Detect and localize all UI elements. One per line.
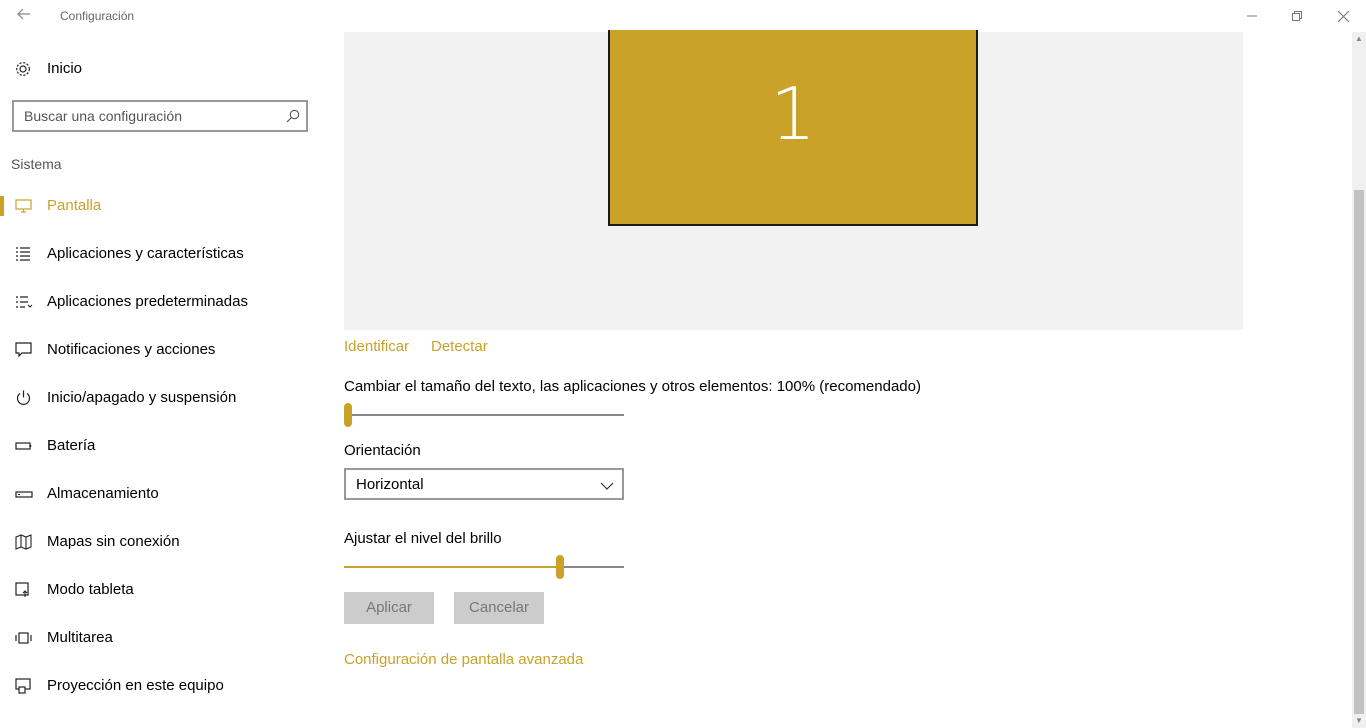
close-button[interactable] [1320,0,1366,32]
brightness-slider[interactable] [344,555,624,579]
brightness-label: Ajustar el nivel del brillo [344,530,502,547]
scroll-down-icon[interactable]: ▼ [1355,716,1363,725]
gear-icon [14,60,32,83]
section-label: Sistema [11,156,62,172]
projection-icon [15,678,33,694]
sidebar [0,32,330,728]
sidebar-item-bateria[interactable] [0,428,320,464]
identify-link[interactable]: Identificar [344,338,410,355]
title-bar [0,0,1366,32]
home-label: Inicio [47,60,83,77]
sidebar-item-label: Mapas sin conexión [47,533,180,550]
map-icon [15,534,33,550]
sidebar-item-label: Almacenamiento [47,485,159,502]
monitor-number: 1 [770,72,816,156]
storage-icon [15,486,33,502]
sidebar-item-label: Aplicaciones predeterminadas [47,293,248,310]
minimize-button[interactable] [1229,0,1275,32]
slider-track [344,414,624,416]
cancel-button[interactable]: Cancelar [454,592,544,624]
orientation-dropdown[interactable] [344,468,624,500]
scrollbar-thumb[interactable] [1354,190,1364,714]
detect-link[interactable]: Detectar [431,338,488,355]
orientation-label: Orientación [344,442,421,459]
sidebar-item-aplicaciones-predeterminadas[interactable] [0,284,320,320]
sidebar-item-label: Pantalla [47,197,102,214]
chevron-down-icon [600,478,614,496]
close-icon [1338,11,1349,22]
slider-thumb[interactable] [556,555,564,579]
scrollbar[interactable] [1352,32,1366,728]
sidebar-item-proyeccion[interactable] [0,668,320,704]
default-apps-icon [15,294,33,310]
monitor-1[interactable] [608,30,978,226]
notification-icon [15,342,33,358]
monitor-icon [15,198,33,214]
sidebar-item-label: Modo tableta [47,581,134,598]
scale-slider[interactable] [344,403,624,427]
slider-fill [344,566,560,568]
sidebar-item-label: Batería [47,437,96,454]
display-preview [344,32,1243,330]
scroll-up-icon[interactable]: ▲ [1355,34,1363,43]
sidebar-item-label: Notificaciones y acciones [47,341,216,358]
battery-icon [15,438,33,454]
home-nav-item[interactable] [0,54,320,82]
sidebar-item-label: Aplicaciones y características [47,245,244,262]
sidebar-item-mapas[interactable] [0,524,320,560]
sidebar-item-multitarea[interactable] [0,620,320,656]
sidebar-item-aplicaciones[interactable] [0,236,320,272]
window-title: Configuración [60,9,135,23]
sidebar-item-label: Multitarea [47,629,113,646]
sidebar-item-modo-tableta[interactable] [0,572,320,608]
multitask-icon [15,630,33,646]
advanced-display-settings-link[interactable]: Configuración de pantalla avanzada [344,651,584,668]
apply-button[interactable]: Aplicar [344,592,434,624]
restore-icon [1292,11,1302,21]
sidebar-item-pantalla[interactable] [0,188,320,224]
sidebar-item-almacenamiento[interactable] [0,476,320,512]
sidebar-item-inicio-apagado[interactable] [0,380,320,416]
active-indicator [0,196,4,216]
sidebar-item-notificaciones[interactable] [0,332,320,368]
restore-button[interactable] [1274,0,1320,32]
minimize-icon [1247,11,1257,21]
orientation-value: Horizontal [356,476,424,493]
slider-thumb[interactable] [344,403,352,427]
sidebar-item-label: Proyección en este equipo [47,677,224,694]
power-icon [15,390,33,406]
search-input[interactable] [12,100,308,132]
sidebar-item-label: Inicio/apagado y suspensión [47,389,237,406]
back-button[interactable] [12,6,36,26]
search-placeholder: Buscar una configuración [24,108,182,124]
tablet-icon [15,582,33,598]
list-icon [15,246,33,262]
scale-label: Cambiar el tamaño del texto, las aplicaciones y otros elementos: 100% (recomendado) [344,378,921,395]
back-arrow-icon [17,8,31,20]
search-icon[interactable] [286,109,300,128]
